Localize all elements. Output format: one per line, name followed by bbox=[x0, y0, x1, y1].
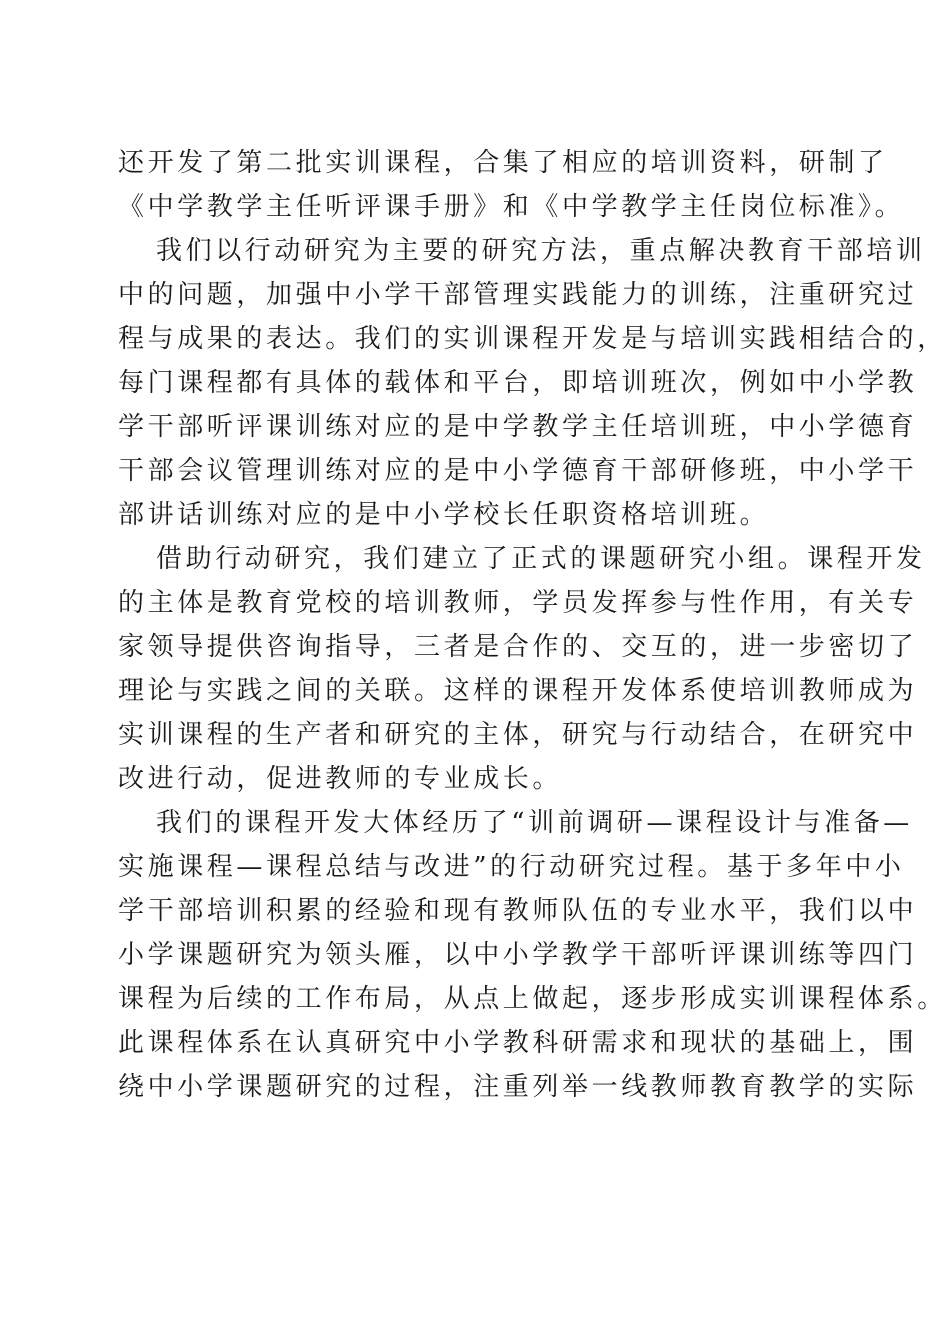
paragraph-start-line: 我们的课程开发大体经历了“训前调研—课程设计与准备— bbox=[156, 808, 913, 838]
text-line: 绕中小学课题研究的过程，注重列举一线教师教育教学的实际 bbox=[118, 1072, 918, 1102]
text-line: 学干部培训积累的经验和现有教师队伍的专业水平，我们以中 bbox=[118, 896, 918, 926]
text-line: 实训课程的生产者和研究的主体，研究与行动结合，在研究中 bbox=[118, 720, 918, 750]
text-line: 的主体是教育党校的培训教师，学员发挥参与性作用，有关专 bbox=[118, 588, 918, 618]
text-line: 此课程体系在认真研究中小学教科研需求和现状的基础上，围 bbox=[118, 1028, 918, 1058]
text-line: 每门课程都有具体的载体和平台，即培训班次，例如中小学教 bbox=[118, 368, 918, 398]
text-line: 改进行动，促进教师的专业成长。 bbox=[118, 764, 563, 794]
text-line: 中的问题，加强中小学干部管理实践能力的训练，注重研究过 bbox=[118, 280, 918, 310]
text-line: 还开发了第二批实训课程，合集了相应的培训资料，研制了 bbox=[118, 148, 888, 178]
text-line: 程与成果的表达。我们的实训课程开发是与培训实践相结合的， bbox=[118, 324, 947, 354]
text-line: 干部会议管理训练对应的是中小学德育干部研修班，中小学干 bbox=[118, 456, 918, 486]
text-line: 部讲话训练对应的是中小学校长任职资格培训班。 bbox=[118, 500, 770, 530]
paragraph-start-line: 借助行动研究，我们建立了正式的课题研究小组。课程开发 bbox=[156, 544, 926, 574]
text-line: 小学课题研究为领头雁，以中小学教学干部听评课训练等四门 bbox=[118, 940, 918, 970]
text-line: 学干部听评课训练对应的是中学教学主任培训班，中小学德育 bbox=[118, 412, 918, 442]
text-line: 《中学教学主任听评课手册》和《中学教学主任岗位标准》。 bbox=[118, 192, 905, 222]
text-line: 课程为后续的工作布局，从点上做起，逐步形成实训课程体系。 bbox=[118, 984, 947, 1014]
text-line: 家领导提供咨询指导，三者是合作的、交互的，进一步密切了 bbox=[118, 632, 918, 662]
text-line: 实施课程—课程总结与改进”的行动研究过程。基于多年中小 bbox=[118, 852, 905, 882]
paragraph-start-line: 我们以行动研究为主要的研究方法，重点解决教育干部培训 bbox=[156, 236, 926, 266]
text-line: 理论与实践之间的关联。这样的课程开发体系使培训教师成为 bbox=[118, 676, 918, 706]
